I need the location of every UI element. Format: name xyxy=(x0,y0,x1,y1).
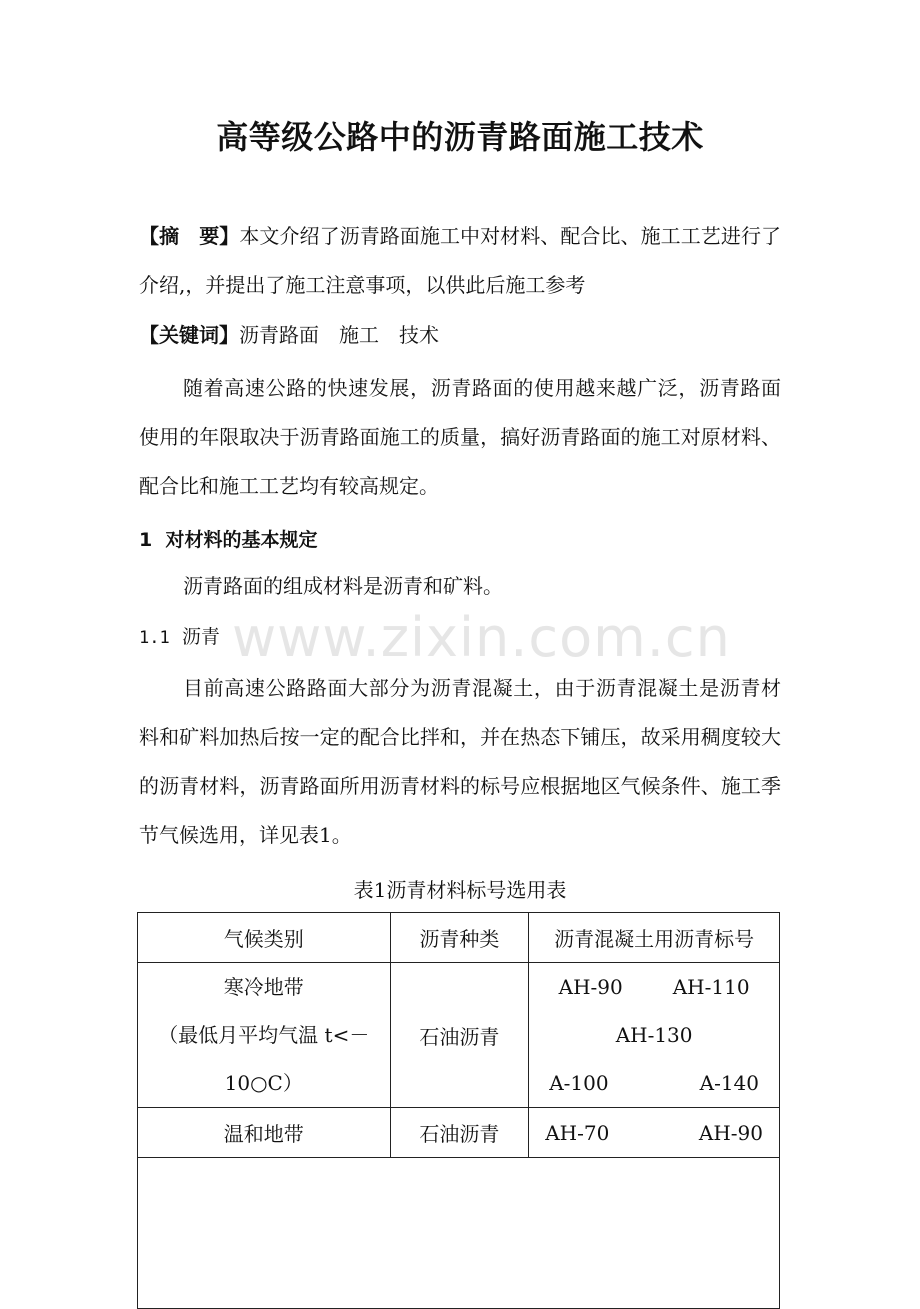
temperate-asphalt-type: 石油沥青 xyxy=(390,1108,529,1158)
header-climate: 气候类别 xyxy=(138,913,391,963)
table-header-row xyxy=(138,913,780,963)
cold-climate-name: 寒冷地带 xyxy=(223,975,304,999)
cold-grade-ah130: AH-130 xyxy=(615,1023,693,1047)
section-1-number: 1 xyxy=(139,529,153,551)
cold-grade-a100: A-100 xyxy=(549,1071,609,1095)
document-title: 高等级公路中的沥青路面施工技术 xyxy=(216,118,704,156)
section-1-1-title: 沥青 xyxy=(181,626,220,648)
intro-paragraph: 随着高速公路的快速发展，沥青路面的使用越来越广泛，沥青路面使用的年限取决于沥青路面施工的质量，搞好沥青路面的施工对原材料、配合比和施工工艺均有较高规定。 xyxy=(139,376,781,498)
cold-grade-cell xyxy=(529,963,780,1108)
asphalt-grade-table xyxy=(137,912,780,1309)
header-asphalt-grade: 沥青混凝土用沥青标号 xyxy=(529,913,780,963)
section-1-1-number: 1.1 xyxy=(139,628,170,648)
table-row-empty xyxy=(138,1158,780,1309)
cold-grade-ah90: AH-90 xyxy=(558,975,623,999)
cold-grade-a140: A-140 xyxy=(699,1071,759,1095)
keywords-label: 【关键词】 xyxy=(139,323,239,347)
table-row-temperate xyxy=(138,1108,780,1158)
temperate-grade-ah90: AH-90 xyxy=(698,1120,763,1145)
keywords-paragraph xyxy=(139,311,781,360)
section-1-1-paragraph: 目前高速公路路面大部分为沥青混凝土，由于沥青混凝土是沥青材料和矿料加热后按一定的配合比拌和，并在热态下铺压，故采用稠度较大的沥青材料，沥青路面所用沥青材料的标号应根据地区气候条件、施工季节气候选用，详见表1。 xyxy=(139,676,781,847)
site-watermark: www.zixin.com.cn xyxy=(232,606,731,669)
abstract-text: 本文介绍了沥青路面施工中对材料、配合比、施工工艺进行了介绍,，并提出了施工注意事项，以供此后施工参考 xyxy=(139,224,782,297)
section-1-1-heading xyxy=(139,622,220,649)
cold-asphalt-type: 石油沥青 xyxy=(390,963,529,1108)
abstract-paragraph xyxy=(139,212,781,310)
table-caption: 表1沥青材料标号选用表 xyxy=(353,878,567,902)
cold-climate-cell xyxy=(138,963,391,1108)
table-row-cold xyxy=(138,963,780,1108)
cold-climate-temperature: 10○C） xyxy=(224,1071,303,1095)
temperate-grade-cell xyxy=(529,1108,780,1158)
empty-table-cell xyxy=(138,1158,780,1309)
section-1-title: 对材料的基本规定 xyxy=(165,529,318,551)
cold-climate-condition: （最低月平均气温 t<－ xyxy=(158,1023,370,1047)
header-asphalt-type: 沥青种类 xyxy=(390,913,529,963)
temperate-climate: 温和地带 xyxy=(138,1108,391,1158)
temperate-grade-ah70: AH-70 xyxy=(545,1120,610,1145)
section-1-heading xyxy=(139,525,317,552)
keywords-text: 沥青路面 施工 技术 xyxy=(239,323,439,347)
cold-grade-ah110: AH-110 xyxy=(672,975,750,999)
abstract-label: 【摘 要】 xyxy=(139,224,240,248)
section-1-paragraph: 沥青路面的组成材料是沥青和矿料。 xyxy=(183,574,503,598)
